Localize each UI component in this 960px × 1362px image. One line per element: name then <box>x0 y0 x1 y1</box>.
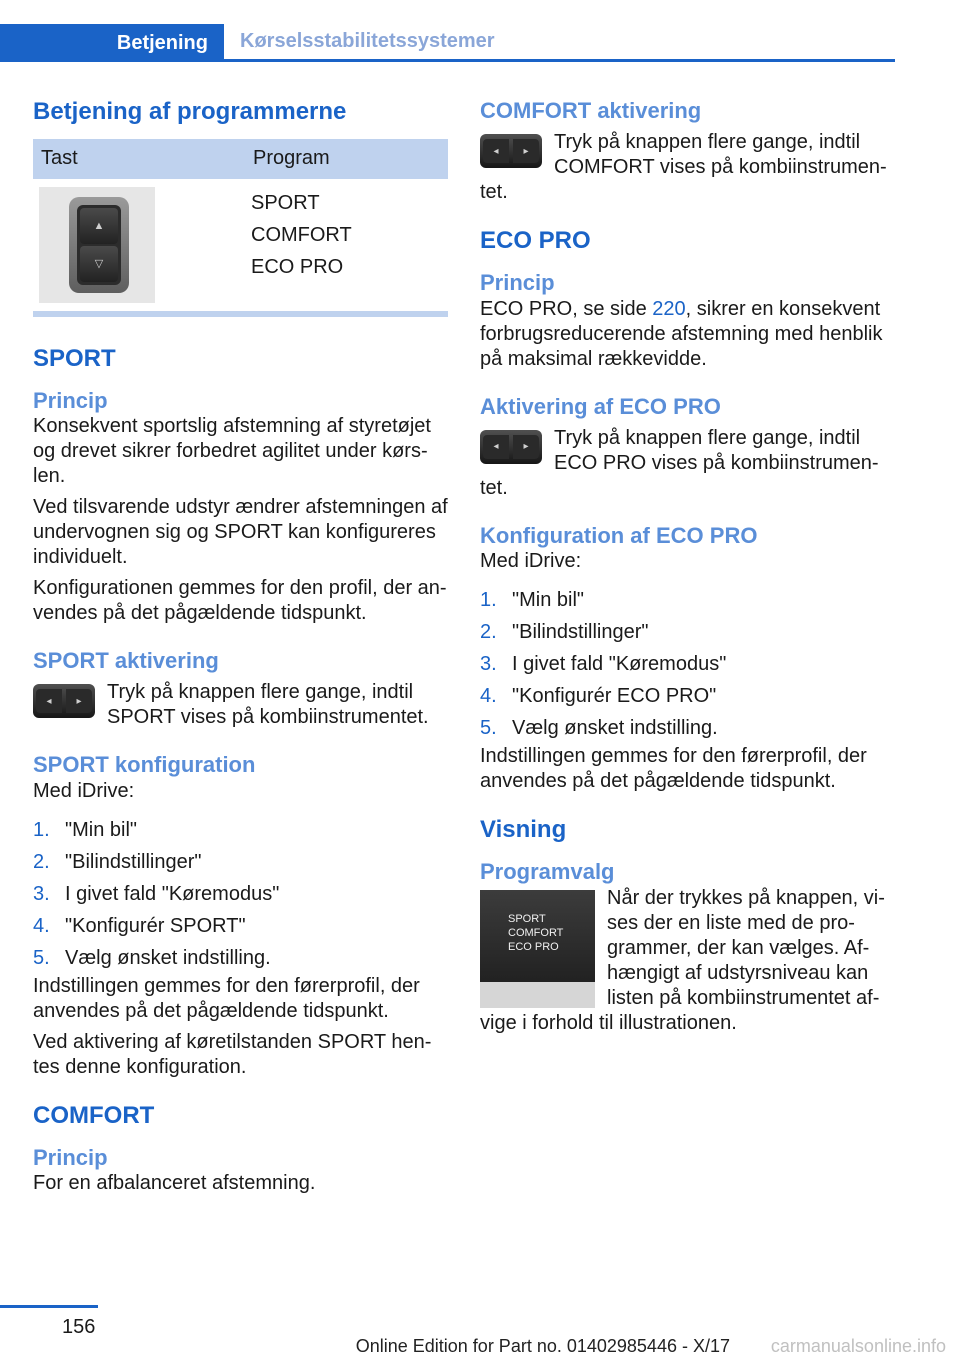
eco-activation-text: Tryk på knappen flere gange, indtil ECO PRO vises på kombiinstrumentet. <box>480 426 879 499</box>
list-item: 4. "Konfigurér SPORT" <box>33 914 246 937</box>
table-header-key: Tast <box>33 139 245 179</box>
heading-comfort-aktivering: COMFORT aktivering <box>480 98 702 123</box>
program-selection-block <box>480 886 895 1036</box>
program-table <box>33 139 448 317</box>
list-item: 5. Vælg ønsket indstilling. <box>480 717 718 740</box>
page-number: 156 <box>62 1316 96 1338</box>
sport-config-saved: Indstillingen gemmes for den førerprofil, der anvendes på det pågældende tidspunkt. <box>33 974 420 1022</box>
sport-paragraph-3: Konfigurationen gemmes for den profil, der anvendes på det pågældende tidspunkt. <box>33 576 447 624</box>
left-column <box>33 98 448 1196</box>
eco-config-saved: Indstillingen gemmes for den førerprofil, der anvendes på det pågældende tidspunkt. <box>480 745 867 793</box>
right-column <box>480 98 895 1036</box>
heading-eco-konfiguration: Konfiguration af ECO PRO <box>480 522 758 548</box>
comfort-principle-text: For en afbalanceret afstemning. <box>33 1171 316 1194</box>
page-link-220[interactable]: 220 <box>652 297 686 320</box>
list-item: 3. I givet fald "Køremodus" <box>33 882 280 905</box>
comfort-activation-instruction <box>480 130 895 205</box>
heading-comfort-princip: Princip <box>33 1144 108 1170</box>
mode-button-icon: ◂ ▸ <box>33 684 95 718</box>
header-rule <box>224 59 895 62</box>
heading-sport: SPORT <box>33 344 116 372</box>
display-option-eco-pro: ECO PRO <box>508 940 559 953</box>
sport-config-intro: Med iDrive: <box>33 779 135 802</box>
heading-sport-konfiguration: SPORT konfiguration <box>33 752 256 778</box>
tab-betjening[interactable]: Betjening <box>0 24 224 62</box>
eco-principle-text: ECO PRO, se side 220, sikrer en konsekvent forbrugsreducerende afstemning med henblik på maksimal rækkevidde. <box>480 297 883 370</box>
edition-text: Online Edition for Part no. 01402985446 - X/17 <box>355 1336 730 1356</box>
list-item: 3. I givet fald "Køremodus" <box>480 653 727 676</box>
heading-comfort: COMFORT <box>33 1101 155 1129</box>
eco-config-intro: Med iDrive: <box>480 550 582 573</box>
comfort-activation-text: Tryk på knappen flere gange, indtil COMFORT vises på kombiinstrumentet. <box>480 131 887 204</box>
mode-button-icon: ◂ ▸ <box>480 430 542 464</box>
program-eco-pro: ECO PRO <box>251 255 344 278</box>
eco-config-steps <box>480 584 895 744</box>
program-switch-image <box>39 187 155 303</box>
program-comfort: COMFORT <box>251 223 352 246</box>
sport-activation-instruction <box>33 680 448 730</box>
table-bottom-rule <box>33 311 448 317</box>
sport-paragraph-2: Ved tilsvarende udstyr ændrer afstemningen af undervognen sig og SPORT kan konfigureres individuelt. <box>33 495 448 568</box>
eco-activation-instruction <box>480 426 895 501</box>
list-item: 4. "Konfigurér ECO PRO" <box>480 685 717 708</box>
heading-sport-aktivering: SPORT aktivering <box>33 647 219 673</box>
page-header <box>0 24 895 62</box>
sport-config-steps <box>33 814 448 974</box>
list-item: 5. Vælg ønsket indstilling. <box>33 946 271 969</box>
footer-rule <box>0 1305 98 1308</box>
arrow-down-icon: ▽ <box>80 246 118 282</box>
list-item: 1. "Min bil" <box>480 589 584 612</box>
program-selection-text: Når der trykkes på knappen, vises der en liste med de programmer, der kan vælges. Afhængigt af udstyrsniveau kan listen på kombiinstrumentet afvige i forhold til illustrationen. <box>480 886 885 1034</box>
instrument-display-image <box>480 890 595 1008</box>
heading-eco-pro: ECO PRO <box>480 227 591 255</box>
table-row <box>33 179 448 311</box>
section-title-betjening: Betjening af programmerne <box>33 98 347 125</box>
heading-sport-princip: Princip <box>33 387 108 413</box>
arrow-up-icon: ▲ <box>80 208 118 244</box>
list-item: 2. "Bilindstillinger" <box>33 850 202 873</box>
heading-eco-aktivering: Aktivering af ECO PRO <box>480 393 721 419</box>
tab-korselsstabilitetssystemer[interactable]: Kørselsstabilitetssystemer <box>240 30 495 52</box>
heading-eco-princip: Princip <box>480 270 555 296</box>
table-header-program: Program <box>245 139 448 179</box>
sport-config-note: Ved aktivering af køretilstanden SPORT hentes denne konfiguration. <box>33 1030 432 1078</box>
display-option-comfort: COMFORT <box>508 926 564 939</box>
list-item: 2. "Bilindstillinger" <box>480 621 649 644</box>
sport-activation-text: Tryk på knappen flere gange, indtil SPORT vises på kombiinstrumentet. <box>107 681 429 729</box>
watermark: carmanualsonline.info <box>770 1336 946 1356</box>
list-item: 1. "Min bil" <box>33 818 137 841</box>
mode-button-icon: ◂ ▸ <box>480 134 542 168</box>
display-option-sport: SPORT <box>508 912 546 925</box>
sport-paragraph-1: Konsekvent sportslig afstemning af styretøjet og drevet sikrer forbedret agilitet under kørslen. <box>33 414 431 487</box>
heading-visning: Visning <box>480 816 567 844</box>
heading-programvalg: Programvalg <box>480 859 615 885</box>
program-sport: SPORT <box>251 191 320 214</box>
